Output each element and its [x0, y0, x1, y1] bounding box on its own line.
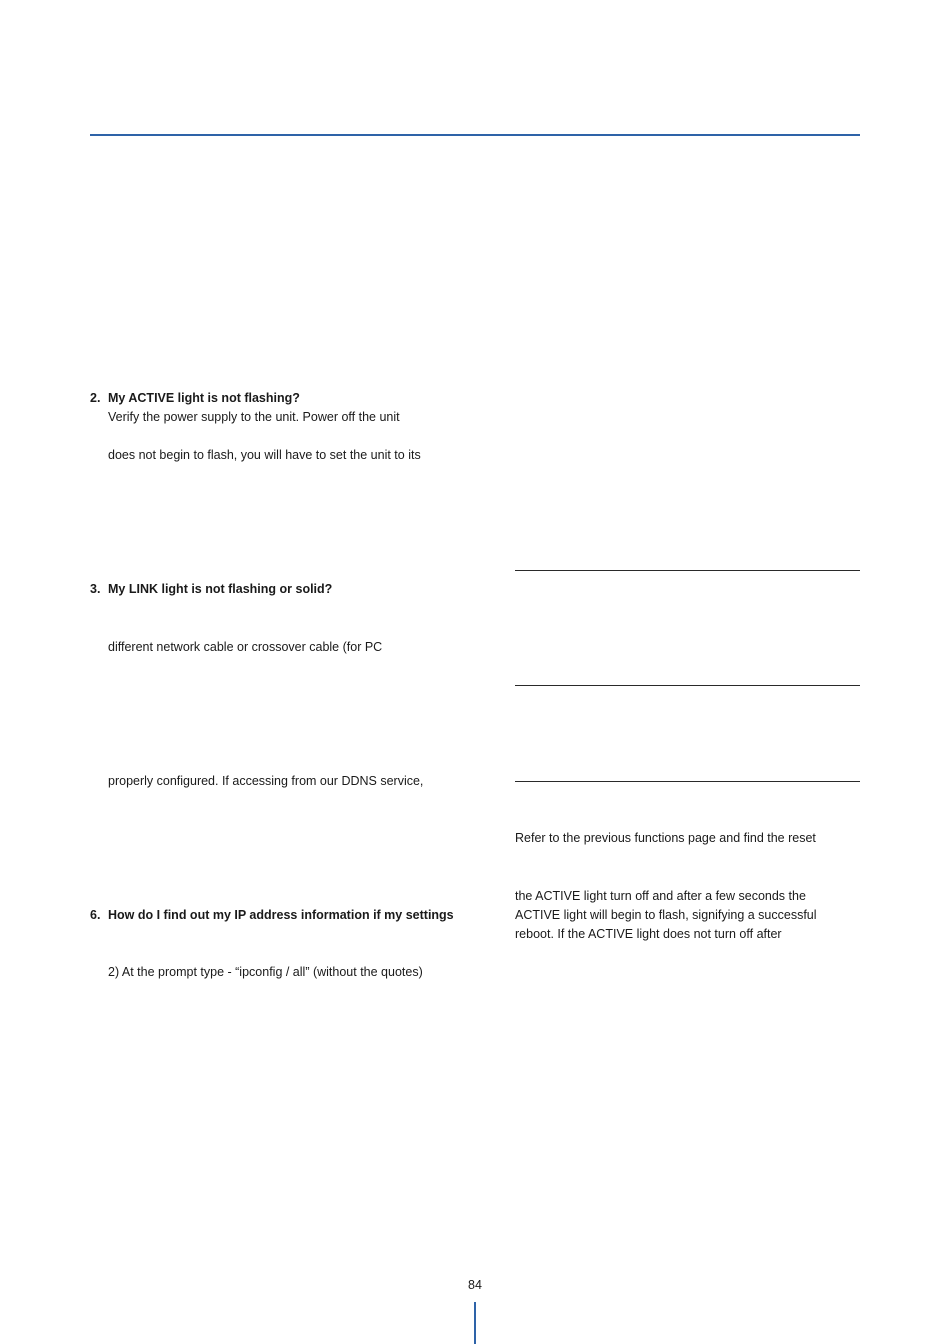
right-column-divider-1: [515, 570, 860, 571]
question-6-step-2: 2) At the prompt type - “ipconfig / all” (without the quotes): [108, 965, 423, 979]
active-light-line-3: reboot. If the ACTIVE light does not turn off after: [515, 927, 782, 941]
footer-accent-bar: [474, 1302, 476, 1344]
question-2-heading: [90, 390, 300, 406]
question-6-heading: [90, 907, 454, 923]
right-column-divider-3: [515, 781, 860, 782]
active-light-line-1: the ACTIVE light turn off and after a few seconds the: [515, 889, 806, 903]
question-2-answer-line-1: Verify the power supply to the unit. Power off the unit: [108, 410, 400, 424]
page-number: 84: [468, 1278, 482, 1292]
header-rule: [90, 134, 860, 136]
question-2-answer-line-2: does not begin to flash, you will have to set the unit to its: [108, 448, 421, 462]
question-3-heading: [90, 581, 332, 597]
question-3-text: My LINK light is not flashing or solid?: [108, 582, 333, 596]
active-light-line-2: ACTIVE light will begin to flash, signifying a successful: [515, 908, 817, 922]
question-2-text: My ACTIVE light is not flashing?: [108, 391, 300, 405]
question-3-answer-line-1: different network cable or crossover cable (for PC: [108, 640, 383, 654]
reset-instruction-line: Refer to the previous functions page and find the reset: [515, 831, 816, 845]
question-6-text: How do I find out my IP address information if my settings: [108, 908, 454, 922]
question-3-number: 3.: [90, 582, 101, 596]
ddns-answer-fragment: properly configured. If accessing from our DDNS service,: [108, 774, 424, 788]
right-column-divider-2: [515, 685, 860, 686]
question-6-number: 6.: [90, 908, 101, 922]
question-2-number: 2.: [90, 391, 101, 405]
